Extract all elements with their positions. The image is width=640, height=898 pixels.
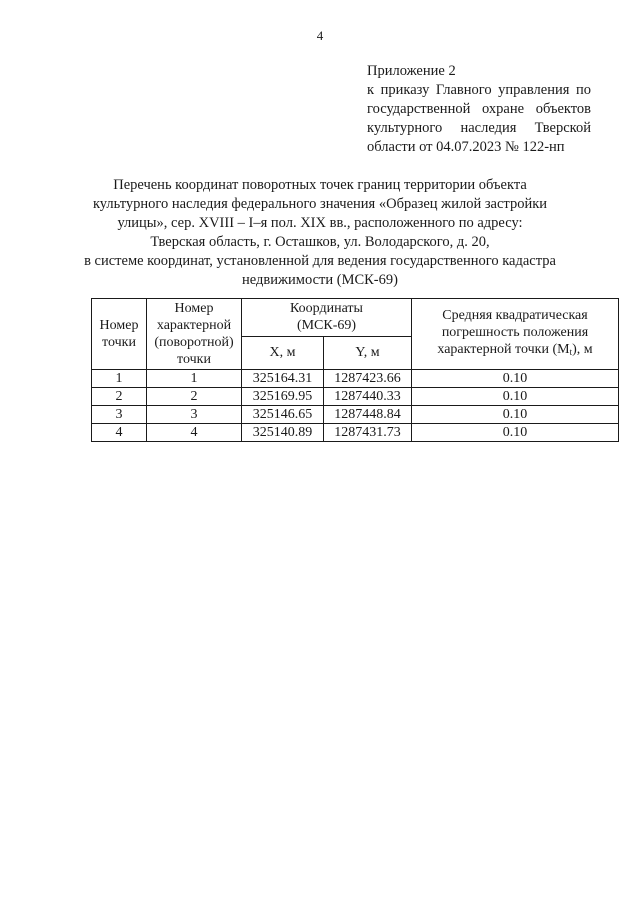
appendix-block — [367, 62, 591, 157]
heading-line: недвижимости (МСК-69) — [242, 272, 398, 288]
heading-line: Тверская область, г. Осташков, ул. Володарского, д. 20, — [150, 234, 490, 250]
appendix-line: государственной охране объектов — [367, 101, 591, 117]
cell-point-number: 2 — [92, 388, 147, 406]
cell-characteristic-point: 4 — [147, 424, 242, 442]
cell-point-number: 1 — [92, 370, 147, 388]
table-header-row — [92, 299, 619, 337]
cell-characteristic-point: 2 — [147, 388, 242, 406]
cell-characteristic-point: 1 — [147, 370, 242, 388]
header-mean-square-error: Средняя квадратическая погрешность положения характерной точки $(M_t)$, м — [412, 299, 619, 370]
header-x: X, м — [242, 336, 324, 369]
heading-line: Перечень координат поворотных точек границ территории объекта — [113, 177, 527, 193]
header-y: Y, м — [324, 336, 412, 369]
cell-x: 325146.65 — [242, 406, 324, 424]
cell-x: 325169.95 — [242, 388, 324, 406]
cell-error: 0.10 — [412, 388, 619, 406]
cell-point-number: 3 — [92, 406, 147, 424]
appendix-line: к приказу Главного управления по — [367, 82, 591, 98]
header-coordinates: Координаты (МСК-69) — [242, 299, 412, 337]
table-row — [92, 370, 619, 388]
cell-x: 325164.31 — [242, 370, 324, 388]
subscript-t: t — [569, 347, 573, 357]
cell-error: 0.10 — [412, 424, 619, 442]
page-number: 4 — [316, 28, 324, 43]
coordinates-table — [91, 298, 619, 442]
cell-y: 1287423.66 — [324, 370, 412, 388]
appendix-line: области от 04.07.2023 № 122-нп — [367, 139, 565, 155]
cell-y: 1287431.73 — [324, 424, 412, 442]
cell-error: 0.10 — [412, 370, 619, 388]
cell-error: 0.10 — [412, 406, 619, 424]
document-heading — [60, 176, 580, 290]
heading-line: культурного наследия федерального значения «Образец жилой застройки — [92, 196, 548, 212]
header-characteristic-point: Номер характерной (поворотной) точки — [147, 299, 242, 370]
header-point-number: Номер точки — [92, 299, 147, 370]
heading-line: в системе координат, установленной для ведения государственного кадастра — [84, 253, 556, 269]
cell-x: 325140.89 — [242, 424, 324, 442]
appendix-line: культурного наследия Тверской — [367, 120, 591, 136]
table-row — [92, 388, 619, 406]
appendix-title: Приложение 2 — [367, 63, 456, 79]
cell-point-number: 4 — [92, 424, 147, 442]
table-row — [92, 406, 619, 424]
heading-line: улицы», сер. XVIII – I–я пол. XIX вв., расположенного по адресу: — [117, 215, 523, 231]
cell-y: 1287440.33 — [324, 388, 412, 406]
table-row — [92, 424, 619, 442]
cell-characteristic-point: 3 — [147, 406, 242, 424]
cell-y: 1287448.84 — [324, 406, 412, 424]
